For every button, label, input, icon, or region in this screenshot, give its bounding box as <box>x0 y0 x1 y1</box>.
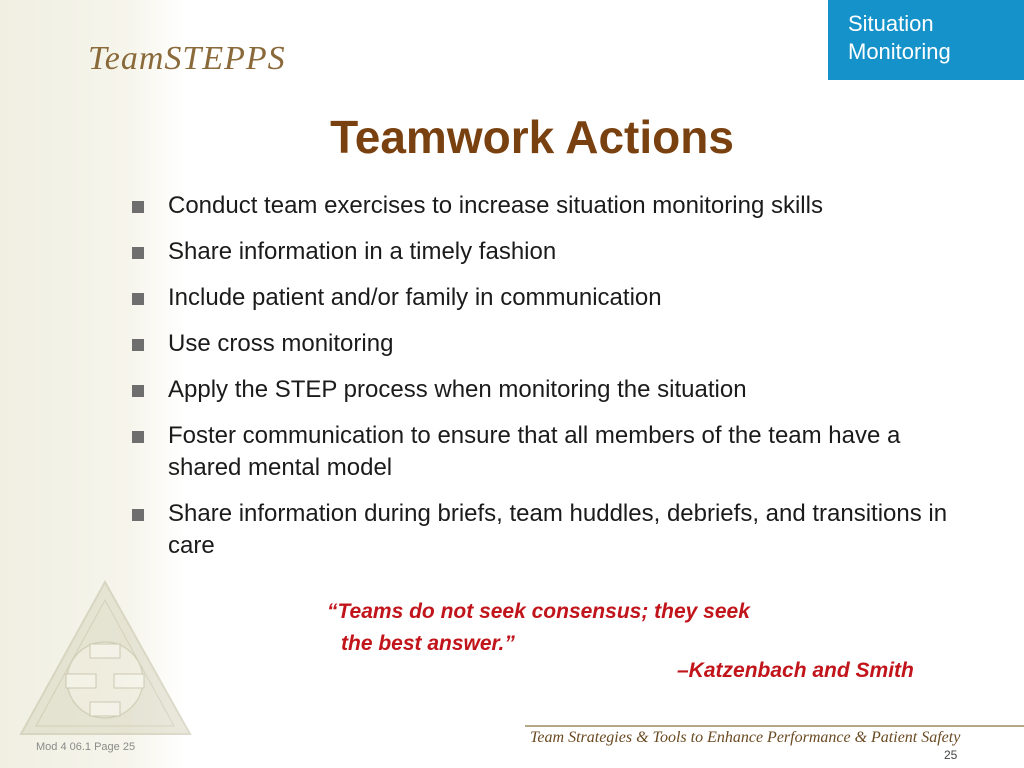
footer-divider <box>525 725 1024 727</box>
bullet-item <box>130 420 970 484</box>
page-number: 25 <box>944 748 958 762</box>
slide-title: Teamwork Actions <box>330 111 734 163</box>
square-bullet-icon <box>132 201 144 213</box>
bullet-text: Apply the STEP process when monitoring the situation <box>168 376 747 403</box>
bullet-text: Use cross monitoring <box>168 330 394 357</box>
bullet-text: Share information during briefs, team huddles, debriefs, and transitions in care <box>168 500 948 559</box>
bullet-item <box>130 498 970 562</box>
section-tab-line1: Situation <box>848 11 934 36</box>
bullet-text: Share information in a timely fashion <box>168 238 557 265</box>
footer-tagline: Team Strategies & Tools to Enhance Performance & Patient Safety <box>530 729 961 746</box>
quote-line1: “Teams do not seek consensus; they seek <box>327 600 750 623</box>
bullet-item <box>130 374 970 406</box>
teamstepps-triangle-emblem-icon <box>18 578 193 738</box>
bullet-list <box>130 190 970 576</box>
quote-attribution: –Katzenbach and Smith <box>677 659 914 682</box>
bullet-text: Include patient and/or family in communication <box>168 284 662 311</box>
bullet-text: Foster communication to ensure that all members of the team have a shared mental model <box>168 422 901 481</box>
quote <box>327 596 750 660</box>
square-bullet-icon <box>132 293 144 305</box>
square-bullet-icon <box>132 385 144 397</box>
square-bullet-icon <box>132 339 144 351</box>
square-bullet-icon <box>132 509 144 521</box>
bullet-item <box>130 236 970 268</box>
bullet-item <box>130 190 970 222</box>
square-bullet-icon <box>132 431 144 443</box>
bullet-text: Conduct team exercises to increase situation monitoring skills <box>168 192 823 219</box>
section-tab <box>828 0 1024 80</box>
bullet-item <box>130 328 970 360</box>
square-bullet-icon <box>132 247 144 259</box>
quote-line2: the best answer.” <box>341 632 515 655</box>
bullet-item <box>130 282 970 314</box>
teamstepps-logo: TeamSTEPPS <box>88 40 286 77</box>
section-tab-line2: Monitoring <box>848 39 951 64</box>
footer-module-page: Mod 4 06.1 Page 25 <box>36 741 136 753</box>
